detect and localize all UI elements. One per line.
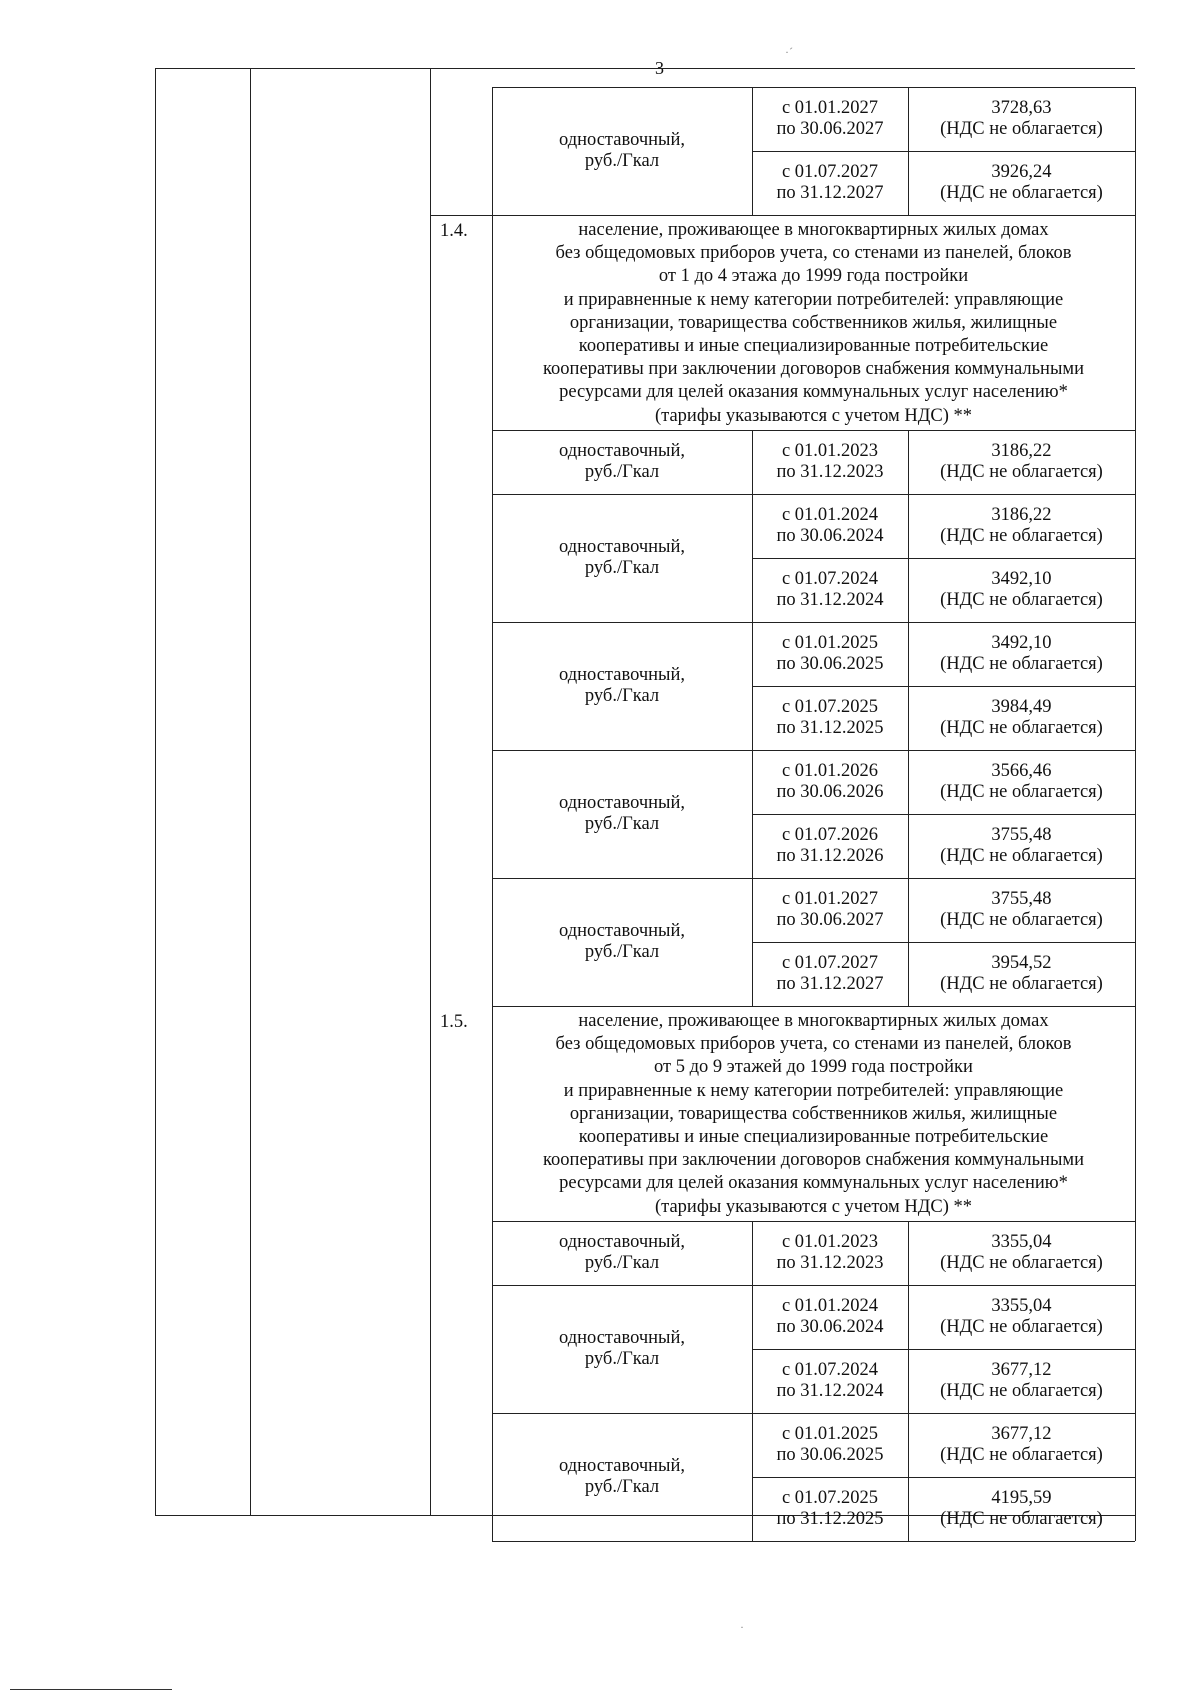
- tariff-value: 3755,48 (НДС не облагается): [940, 825, 1103, 866]
- tariff-period: с 01.01.2023 по 31.12.2023: [776, 441, 884, 482]
- column-divider-1: [250, 68, 251, 1516]
- row-border: [492, 1006, 1135, 1007]
- tariff-period: с 01.07.2026 по 31.12.2026: [776, 825, 884, 866]
- cell-border: [492, 215, 493, 1006]
- tariff-period: с 01.07.2025 по 31.12.2025: [776, 1488, 884, 1529]
- tariff-value: 3566,46 (НДС не облагается): [940, 761, 1103, 802]
- tariff-value: 3492,10 (НДС не облагается): [940, 569, 1103, 610]
- cell-border: [1135, 1413, 1136, 1541]
- tariff-type-label: одноставочный, руб./Гкал: [558, 441, 685, 482]
- tariff-type-label: одноставочный, руб./Гкал: [558, 537, 685, 578]
- tariff-value: 3677,12 (НДС не облагается): [940, 1360, 1103, 1401]
- cell-border: [1135, 878, 1136, 1006]
- page-number: 3: [655, 58, 664, 78]
- column-divider-2: [430, 68, 431, 1516]
- tariff-value: 3355,04 (НДС не облагается): [940, 1232, 1103, 1273]
- tariff-type-label: одноставочный, руб./Гкал: [558, 1232, 685, 1273]
- cell-border: [1135, 87, 1136, 215]
- tariff-period: с 01.07.2027 по 31.12.2027: [776, 953, 884, 994]
- tariff-value: 3926,24 (НДС не облагается): [940, 162, 1103, 203]
- scan-speck: ·´: [785, 45, 793, 59]
- cell-border: [1135, 750, 1136, 878]
- tariff-period: с 01.01.2027 по 30.06.2027: [776, 98, 884, 139]
- tariff-value: 4195,59 (НДС не облагается): [940, 1488, 1103, 1529]
- cell-border: [1135, 1285, 1136, 1413]
- tariff-value: 3492,10 (НДС не облагается): [940, 633, 1103, 674]
- tariff-period: с 01.01.2025 по 30.06.2025: [776, 1424, 884, 1465]
- cell-border: [492, 1006, 493, 1541]
- footer-rule: [10, 1689, 172, 1690]
- tariff-period: с 01.07.2025 по 31.12.2025: [776, 697, 884, 738]
- cell-border: [1135, 1221, 1136, 1285]
- tariff-period: с 01.01.2023 по 31.12.2023: [776, 1232, 884, 1273]
- tariff-value: 3186,22 (НДС не облагается): [940, 441, 1103, 482]
- cell-border: [1135, 215, 1136, 430]
- section-number: 1.4.: [440, 221, 468, 241]
- tariff-period: с 01.07.2027 по 31.12.2027: [776, 162, 884, 203]
- section-number: 1.5.: [440, 1012, 468, 1032]
- tariff-period: с 01.01.2025 по 30.06.2025: [776, 633, 884, 674]
- tariff-period: с 01.01.2026 по 30.06.2026: [776, 761, 884, 802]
- tariff-type-label: одноставочный, руб./Гкал: [558, 1456, 685, 1497]
- tariff-period: с 01.01.2024 по 30.06.2024: [776, 505, 884, 546]
- tariff-period: с 01.01.2027 по 30.06.2027: [776, 889, 884, 930]
- section-border: [430, 215, 1135, 216]
- tariff-value: 3954,52 (НДС не облагается): [940, 953, 1103, 994]
- tariff-type-label: одноставочный, руб./Гкал: [558, 665, 685, 706]
- cell-border: [1135, 1006, 1136, 1221]
- tariff-period: с 01.07.2024 по 31.12.2024: [776, 569, 884, 610]
- tariff-value: 3755,48 (НДС не облагается): [940, 889, 1103, 930]
- tariff-value: 3355,04 (НДС не облагается): [940, 1296, 1103, 1337]
- tariff-type-label: одноставочный, руб./Гкал: [558, 130, 685, 171]
- tariff-type-label: одноставочный, руб./Гкал: [558, 1328, 685, 1369]
- tariff-type-label: одноставочный, руб./Гкал: [558, 793, 685, 834]
- tariff-value: 3984,49 (НДС не облагается): [940, 697, 1103, 738]
- cell-border: [1135, 430, 1136, 494]
- tariff-value: 3186,22 (НДС не облагается): [940, 505, 1103, 546]
- tariff-period: с 01.01.2024 по 30.06.2024: [776, 1296, 884, 1337]
- section-title: население, проживающее в многоквартирных жилых домах без общедомовых приборов учета, со стенами из панелей, блоков от 5 до 9 этажей до 1999 года постройки и приравненные к нему категории потребителей: управляющие организации, товарищества собственников жилья, жилищные кооперативы и иные специализированные потребительские кооперативы при заключении договоров снабжения коммунальными ресурсами для целей оказания коммунальных услуг населению* (тарифы указываются с учетом НДС) **: [543, 1011, 1084, 1217]
- tariff-value: 3677,12 (НДС не облагается): [940, 1424, 1103, 1465]
- cell-border: [1135, 622, 1136, 750]
- scan-speck: ·: [740, 1620, 744, 1634]
- tariff-period: с 01.07.2024 по 31.12.2024: [776, 1360, 884, 1401]
- tariff-value: 3728,63 (НДС не облагается): [940, 98, 1103, 139]
- tariff-type-label: одноставочный, руб./Гкал: [558, 921, 685, 962]
- cell-border: [1135, 494, 1136, 622]
- row-border: [492, 1541, 1135, 1542]
- section-title: население, проживающее в многоквартирных жилых домах без общедомовых приборов учета, со стенами из панелей, блоков от 1 до 4 этажа до 1999 года постройки и приравненные к нему категории потребителей: управляющие организации, товарищества собственников жилья, жилищные кооперативы и иные специализированные потребительские кооперативы при заключении договоров снабжения коммунальными ресурсами для целей оказания коммунальных услуг населению* (тарифы указываются с учетом НДС) **: [543, 220, 1084, 426]
